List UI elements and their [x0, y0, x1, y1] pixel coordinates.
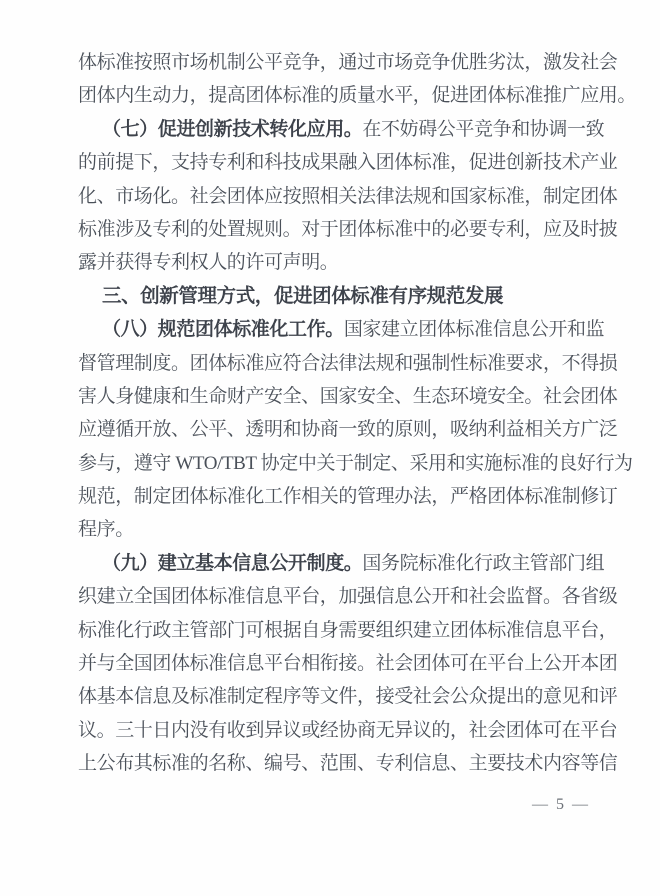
document-line	[78, 413, 618, 446]
document-line	[78, 747, 618, 780]
document-line	[78, 480, 618, 513]
body-text: 织建立全国团体标准信息平台，加强信息公开和社会监督。各省级	[78, 586, 618, 608]
document-line	[78, 79, 637, 112]
emphasis-text: （七）促进创新技术转化应用。	[102, 118, 363, 140]
document-line	[78, 213, 618, 246]
body-text: 上公布其标准的名称、编号、范围、专利信息、主要技术内容等信	[78, 753, 618, 775]
body-text: 国务院标准化行政主管部门组	[362, 552, 605, 574]
body-text: 督管理制度。团体标准应符合法律法规和强制性标准要求，不得损	[78, 352, 618, 374]
body-text: 的前提下，支持专利和科技成果融入团体标准，促进创新技术产业	[78, 152, 618, 174]
section-heading	[78, 280, 603, 313]
body-text: 露并获得专利权人的许可声明。	[78, 252, 339, 274]
emphasis-text: 三、创新管理方式，促进团体标准有序规范发展	[102, 284, 504, 307]
body-text: 化、市场化。社会团体应按照相关法律法规和国家标准，制定团体	[78, 185, 618, 207]
document-line	[78, 180, 618, 213]
page-number: — 5 —	[532, 796, 590, 813]
document-line	[78, 614, 618, 647]
document-line	[78, 246, 603, 279]
document-line	[78, 680, 618, 713]
body-text: 团体内生动力，提高团体标准的质量水平，促进团体标准推广应用。	[78, 85, 637, 107]
body-text: 国家建立团体标准信息公开和监	[343, 319, 605, 341]
document-line	[78, 547, 603, 580]
document-line	[78, 513, 603, 546]
document-line	[78, 380, 618, 413]
document-line	[78, 313, 603, 346]
document-line	[78, 347, 618, 380]
document-line	[78, 580, 618, 613]
document-line	[78, 714, 618, 747]
document-line	[78, 113, 603, 146]
body-text: 体标准按照市场机制公平竞争，通过市场竞争优胜劣汰，激发社会	[78, 52, 618, 73]
body-text: 在不妨碍公平竞争和协调一致	[362, 118, 605, 140]
body-text: 议。三十日内没有收到异议或经协商无异议的，社会团体可在平台	[78, 719, 618, 741]
document-body	[78, 46, 637, 781]
document-line	[78, 647, 618, 680]
document-line	[78, 146, 618, 179]
body-text: 体基本信息及标准制定程序等文件，接受社会公众提出的意见和评	[78, 686, 618, 708]
document-line	[78, 447, 633, 480]
body-text: 规范，制定团体标准化工作相关的管理办法，严格团体标准制修订	[78, 486, 618, 508]
emphasis-text: （九）建立基本信息公开制度。	[102, 552, 363, 574]
body-text: 标准涉及专利的处置规则。对于团体标准中的必要专利，应及时披	[78, 218, 618, 240]
emphasis-text: （八）规范团体标准化工作。	[102, 319, 344, 341]
body-text: 害人身健康和生命财产安全、国家安全、生态环境安全。社会团体	[78, 385, 618, 407]
body-text: 程序。	[78, 519, 134, 541]
body-text: 应遵循开放、公平、透明和协商一致的原则，吸纳利益相关方广泛	[78, 419, 618, 441]
body-text: 参与，遵守 WTO/TBT 协定中关于制定、采用和实施标准的良好行为	[78, 452, 633, 474]
body-text: 标准化行政主管部门可根据自身需要组织建立团体标准信息平台，	[78, 619, 618, 641]
body-text: 并与全国团体标准信息平台相衔接。社会团体可在平台上公开本团	[78, 653, 618, 675]
document-line	[78, 46, 618, 79]
